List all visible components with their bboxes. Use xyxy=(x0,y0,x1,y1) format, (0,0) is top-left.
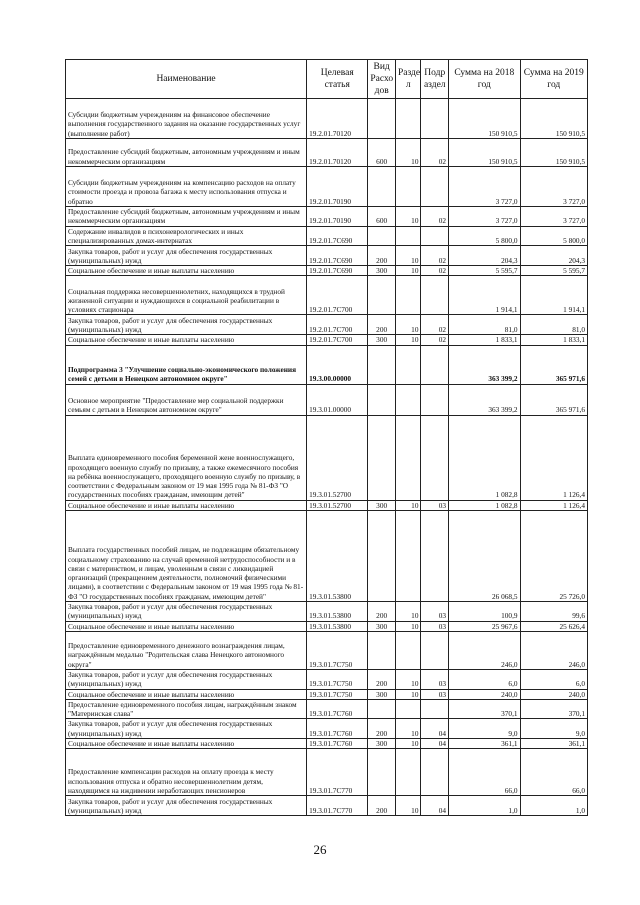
header-sum-2018: Сумма на 2018 год xyxy=(449,60,521,99)
row-sum-2018: 25 967,6 xyxy=(449,621,521,631)
row-razdel xyxy=(395,511,421,602)
row-vid xyxy=(368,749,396,796)
row-sum-2019: 1 914,1 xyxy=(520,276,587,315)
row-vid xyxy=(368,511,396,602)
row-sum-2019: 1 126,4 xyxy=(520,415,587,500)
row-sum-2018: 100,9 xyxy=(449,602,521,622)
row-razdel: 10 xyxy=(395,335,421,345)
row-podrazdel: 03 xyxy=(421,669,449,689)
row-sum-2018: 361,1 xyxy=(449,739,521,749)
row-sum-2019: 365 971,6 xyxy=(520,345,587,384)
row-vid: 300 xyxy=(368,266,396,276)
table-row xyxy=(66,749,588,796)
table-row xyxy=(66,602,588,622)
row-target-code: 19.2.01.7C690 xyxy=(307,246,368,266)
row-name: Содержание инвалидов в психоневрологических и иных специализированных домах-интернатах xyxy=(66,226,307,246)
row-vid: 200 xyxy=(368,602,396,622)
row-sum-2018: 1 082,8 xyxy=(449,415,521,500)
table-body xyxy=(66,99,588,816)
row-target-code: 19.2.01.7C700 xyxy=(307,315,368,335)
row-sum-2019: 246,0 xyxy=(520,631,587,669)
row-razdel xyxy=(395,276,421,315)
table-row xyxy=(66,345,588,384)
row-sum-2019: 99,6 xyxy=(520,602,587,622)
table-row xyxy=(66,139,588,167)
row-sum-2018: 26 068,5 xyxy=(449,511,521,602)
row-target-code: 19.3.01.7C750 xyxy=(307,689,368,699)
table-row xyxy=(66,699,588,719)
row-podrazdel: 02 xyxy=(421,207,449,227)
row-sum-2019: 25 726,0 xyxy=(520,511,587,602)
row-vid: 300 xyxy=(368,689,396,699)
row-name: Подпрограмма 3 "Улучшение социально-экономического положения семей с детьми в Ненецком автономном округе" xyxy=(66,345,307,384)
row-vid xyxy=(368,631,396,669)
table-row xyxy=(66,276,588,315)
row-target-code: 19.3.01.7C770 xyxy=(307,749,368,796)
row-razdel: 10 xyxy=(395,719,421,739)
row-razdel: 10 xyxy=(395,266,421,276)
row-razdel xyxy=(395,99,421,139)
row-sum-2018: 150 910,5 xyxy=(449,99,521,139)
row-sum-2019: 81,0 xyxy=(520,315,587,335)
row-name: Закупка товаров, работ и услуг для обеспечения государственных (муниципальных) нужд xyxy=(66,669,307,689)
row-sum-2018: 363 399,2 xyxy=(449,345,521,384)
row-razdel xyxy=(395,345,421,384)
row-target-code: 19.3.01.7C760 xyxy=(307,739,368,749)
row-vid: 300 xyxy=(368,621,396,631)
row-sum-2018: 5 595,7 xyxy=(449,266,521,276)
table-row xyxy=(66,511,588,602)
row-sum-2019: 240,0 xyxy=(520,689,587,699)
row-podrazdel: 02 xyxy=(421,335,449,345)
table-row xyxy=(66,99,588,139)
row-sum-2018: 204,3 xyxy=(449,246,521,266)
row-vid: 600 xyxy=(368,207,396,227)
row-name: Субсидии бюджетным учреждениям на финансовое обеспечение выполнения государственного задания на оказание государственных услуг (выполнение работ) xyxy=(66,99,307,139)
row-name: Социальное обеспечение и иные выплаты населению xyxy=(66,266,307,276)
row-name: Закупка товаров, работ и услуг для обеспечения государственных (муниципальных) нужд xyxy=(66,315,307,335)
row-sum-2019: 1,0 xyxy=(520,796,587,816)
header-vid: Вид Расхо дов xyxy=(368,60,396,99)
row-vid: 300 xyxy=(368,500,396,510)
header-sum-2019: Сумма на 2019 год xyxy=(520,60,587,99)
row-sum-2019: 1 833,1 xyxy=(520,335,587,345)
header-razdel: Разде л xyxy=(395,60,421,99)
row-sum-2019: 1 126,4 xyxy=(520,500,587,510)
row-name: Основное мероприятие "Предоставление мер социальной поддержки семьям с детьми в Ненецком автономном округе" xyxy=(66,384,307,415)
row-sum-2018: 363 399,2 xyxy=(449,384,521,415)
row-sum-2019: 5 800,0 xyxy=(520,226,587,246)
row-sum-2018: 3 727,0 xyxy=(449,207,521,227)
row-vid: 200 xyxy=(368,669,396,689)
row-podrazdel: 03 xyxy=(421,689,449,699)
row-sum-2018: 150 910,5 xyxy=(449,139,521,167)
row-target-code: 19.3.01.53800 xyxy=(307,511,368,602)
row-name: Закупка товаров, работ и услуг для обеспечения государственных (муниципальных) нужд xyxy=(66,796,307,816)
table-row xyxy=(66,266,588,276)
table-row xyxy=(66,226,588,246)
row-name: Выплата единовременного пособия беременной жене военнослужащего, проходящего военную службу по призыву, а также ежемесячного пособия на ребёнка военнослужащего, проходящего военную службу по призыву, в соответствии с Федеральным законом от 19 мая 1995 года № 81-ФЗ "О государственных пособиях гражданам, имеющим детей" xyxy=(66,415,307,500)
header-podrazdel: Подр аздел xyxy=(421,60,449,99)
row-vid xyxy=(368,699,396,719)
row-sum-2018: 3 727,0 xyxy=(449,167,521,207)
table-row xyxy=(66,315,588,335)
table-row xyxy=(66,621,588,631)
row-name: Предоставление компенсации расходов на оплату проезда к месту использования отпуска и обратно несовершеннолетним детям, находящимся на иждивении неработающих пенсионеров xyxy=(66,749,307,796)
row-target-code: 19.2.01.7C700 xyxy=(307,335,368,345)
row-target-code: 19.3.01.52700 xyxy=(307,415,368,500)
table-row xyxy=(66,500,588,510)
row-sum-2018: 1 914,1 xyxy=(449,276,521,315)
row-razdel: 10 xyxy=(395,796,421,816)
row-name: Социальное обеспечение и иные выплаты населению xyxy=(66,739,307,749)
row-podrazdel: 04 xyxy=(421,739,449,749)
row-name: Предоставление единовременного денежного вознаграждения лицам, награждённым медалью "Родительская слава Ненецкого автономного округа" xyxy=(66,631,307,669)
row-vid xyxy=(368,384,396,415)
row-sum-2018: 5 800,0 xyxy=(449,226,521,246)
row-razdel: 10 xyxy=(395,621,421,631)
table-row xyxy=(66,207,588,227)
table-row xyxy=(66,739,588,749)
row-vid: 200 xyxy=(368,246,396,266)
row-name: Социальное обеспечение и иные выплаты населению xyxy=(66,335,307,345)
row-podrazdel xyxy=(421,99,449,139)
row-target-code: 19.2.01.7C690 xyxy=(307,226,368,246)
row-target-code: 19.2.01.7C700 xyxy=(307,276,368,315)
row-sum-2018: 370,1 xyxy=(449,699,521,719)
row-vid: 600 xyxy=(368,139,396,167)
table-row xyxy=(66,384,588,415)
row-name: Социальное обеспечение и иные выплаты населению xyxy=(66,500,307,510)
row-name: Субсидии бюджетным учреждениям на компенсацию расходов на оплату стоимости проезда и провоза багажа к месту использования отпуска и обратно xyxy=(66,167,307,207)
row-sum-2019: 150 910,5 xyxy=(520,139,587,167)
row-target-code: 19.3.01.7C750 xyxy=(307,669,368,689)
row-podrazdel xyxy=(421,384,449,415)
row-podrazdel xyxy=(421,345,449,384)
row-sum-2018: 240,0 xyxy=(449,689,521,699)
row-podrazdel: 03 xyxy=(421,602,449,622)
row-name: Выплата государственных пособий лицам, не подлежащим обязательному социальному страхованию на случай временной нетрудоспособности и в связи с материнством, и лицам, уволенным в связи с ликвидацией организаций (прекращением деятельности, полномочий физическими лицами), в соответствии с Федеральным законом от 19 мая 1995 года № 81-ФЗ "О государственных пособиях гражданам, имеющим детей" xyxy=(66,511,307,602)
row-razdel: 10 xyxy=(395,602,421,622)
row-sum-2019: 3 727,0 xyxy=(520,207,587,227)
budget-table xyxy=(65,59,588,816)
row-razdel: 10 xyxy=(395,139,421,167)
row-target-code: 19.2.01.7C690 xyxy=(307,266,368,276)
row-vid xyxy=(368,226,396,246)
row-target-code: 19.2.01.70120 xyxy=(307,139,368,167)
row-podrazdel: 02 xyxy=(421,266,449,276)
row-vid xyxy=(368,345,396,384)
row-target-code: 19.3.01.7C760 xyxy=(307,719,368,739)
row-razdel xyxy=(395,226,421,246)
row-vid xyxy=(368,167,396,207)
table-row xyxy=(66,669,588,689)
row-target-code: 19.3.01.52700 xyxy=(307,500,368,510)
row-sum-2019: 365 971,6 xyxy=(520,384,587,415)
row-razdel: 10 xyxy=(395,669,421,689)
row-razdel xyxy=(395,699,421,719)
header-name: Наименование xyxy=(66,60,307,99)
row-name: Предоставление субсидий бюджетным, автономным учреждениям и иным некоммерческим организациям xyxy=(66,139,307,167)
row-podrazdel xyxy=(421,276,449,315)
row-name: Закупка товаров, работ и услуг для обеспечения государственных (муниципальных) нужд xyxy=(66,602,307,622)
row-sum-2018: 6,0 xyxy=(449,669,521,689)
row-name: Предоставление единовременного пособия лицам, награждённым знаком "Материнская слава" xyxy=(66,699,307,719)
table-row xyxy=(66,167,588,207)
row-vid: 200 xyxy=(368,796,396,816)
row-sum-2019: 6,0 xyxy=(520,669,587,689)
row-podrazdel: 02 xyxy=(421,139,449,167)
row-target-code: 19.3.01.7C750 xyxy=(307,631,368,669)
row-razdel: 10 xyxy=(395,315,421,335)
row-name: Социальное обеспечение и иные выплаты населению xyxy=(66,621,307,631)
row-razdel: 10 xyxy=(395,689,421,699)
row-vid: 200 xyxy=(368,315,396,335)
row-name: Предоставление субсидий бюджетным, автономным учреждениям и иным некоммерческим организациям xyxy=(66,207,307,227)
row-sum-2019: 9,0 xyxy=(520,719,587,739)
row-sum-2019: 66,0 xyxy=(520,749,587,796)
row-target-code: 19.3.01.00000 xyxy=(307,384,368,415)
row-sum-2018: 1,0 xyxy=(449,796,521,816)
table-header-row xyxy=(66,60,588,99)
page-number: 26 xyxy=(313,842,327,857)
row-podrazdel xyxy=(421,226,449,246)
row-vid xyxy=(368,99,396,139)
row-sum-2018: 1 082,8 xyxy=(449,500,521,510)
header-target: Целевая статья xyxy=(307,60,368,99)
row-target-code: 19.2.01.70190 xyxy=(307,207,368,227)
row-razdel: 10 xyxy=(395,207,421,227)
table-row xyxy=(66,796,588,816)
row-razdel: 10 xyxy=(395,500,421,510)
row-podrazdel: 02 xyxy=(421,246,449,266)
row-name: Закупка товаров, работ и услуг для обеспечения государственных (муниципальных) нужд xyxy=(66,246,307,266)
row-razdel: 10 xyxy=(395,739,421,749)
row-sum-2019: 150 910,5 xyxy=(520,99,587,139)
table-row xyxy=(66,246,588,266)
row-podrazdel xyxy=(421,749,449,796)
row-razdel xyxy=(395,384,421,415)
row-vid: 300 xyxy=(368,335,396,345)
row-podrazdel: 02 xyxy=(421,315,449,335)
row-target-code: 19.3.01.53800 xyxy=(307,621,368,631)
row-vid xyxy=(368,415,396,500)
row-razdel xyxy=(395,167,421,207)
row-sum-2019: 361,1 xyxy=(520,739,587,749)
row-sum-2019: 204,3 xyxy=(520,246,587,266)
row-name: Социальная поддержка несовершеннолетних, находящихся в трудной жизненной ситуации и нуждающихся в социальной реабилитации в условиях стационара xyxy=(66,276,307,315)
row-podrazdel: 04 xyxy=(421,796,449,816)
row-podrazdel xyxy=(421,167,449,207)
row-podrazdel: 03 xyxy=(421,621,449,631)
row-target-code: 19.3.01.7C760 xyxy=(307,699,368,719)
row-target-code: 19.3.01.53800 xyxy=(307,602,368,622)
row-razdel xyxy=(395,631,421,669)
row-podrazdel xyxy=(421,415,449,500)
row-vid: 200 xyxy=(368,719,396,739)
row-vid: 300 xyxy=(368,739,396,749)
table-row xyxy=(66,335,588,345)
row-sum-2019: 370,1 xyxy=(520,699,587,719)
row-podrazdel xyxy=(421,631,449,669)
row-sum-2019: 3 727,0 xyxy=(520,167,587,207)
row-name: Социальное обеспечение и иные выплаты населению xyxy=(66,689,307,699)
row-podrazdel: 04 xyxy=(421,719,449,739)
row-sum-2019: 25 626,4 xyxy=(520,621,587,631)
row-podrazdel: 03 xyxy=(421,500,449,510)
row-target-code: 19.3.00.00000 xyxy=(307,345,368,384)
row-target-code: 19.2.01.70120 xyxy=(307,99,368,139)
row-podrazdel xyxy=(421,699,449,719)
table-row xyxy=(66,415,588,500)
row-target-code: 19.3.01.7C770 xyxy=(307,796,368,816)
row-name: Закупка товаров, работ и услуг для обеспечения государственных (муниципальных) нужд xyxy=(66,719,307,739)
table-row xyxy=(66,689,588,699)
row-sum-2018: 246,0 xyxy=(449,631,521,669)
row-target-code: 19.2.01.70190 xyxy=(307,167,368,207)
row-sum-2019: 5 595,7 xyxy=(520,266,587,276)
row-podrazdel xyxy=(421,511,449,602)
table-row xyxy=(66,631,588,669)
table-row xyxy=(66,719,588,739)
row-sum-2018: 66,0 xyxy=(449,749,521,796)
row-sum-2018: 1 833,1 xyxy=(449,335,521,345)
row-sum-2018: 9,0 xyxy=(449,719,521,739)
row-vid xyxy=(368,276,396,315)
row-razdel: 10 xyxy=(395,246,421,266)
row-razdel xyxy=(395,749,421,796)
row-razdel xyxy=(395,415,421,500)
row-sum-2018: 81,0 xyxy=(449,315,521,335)
